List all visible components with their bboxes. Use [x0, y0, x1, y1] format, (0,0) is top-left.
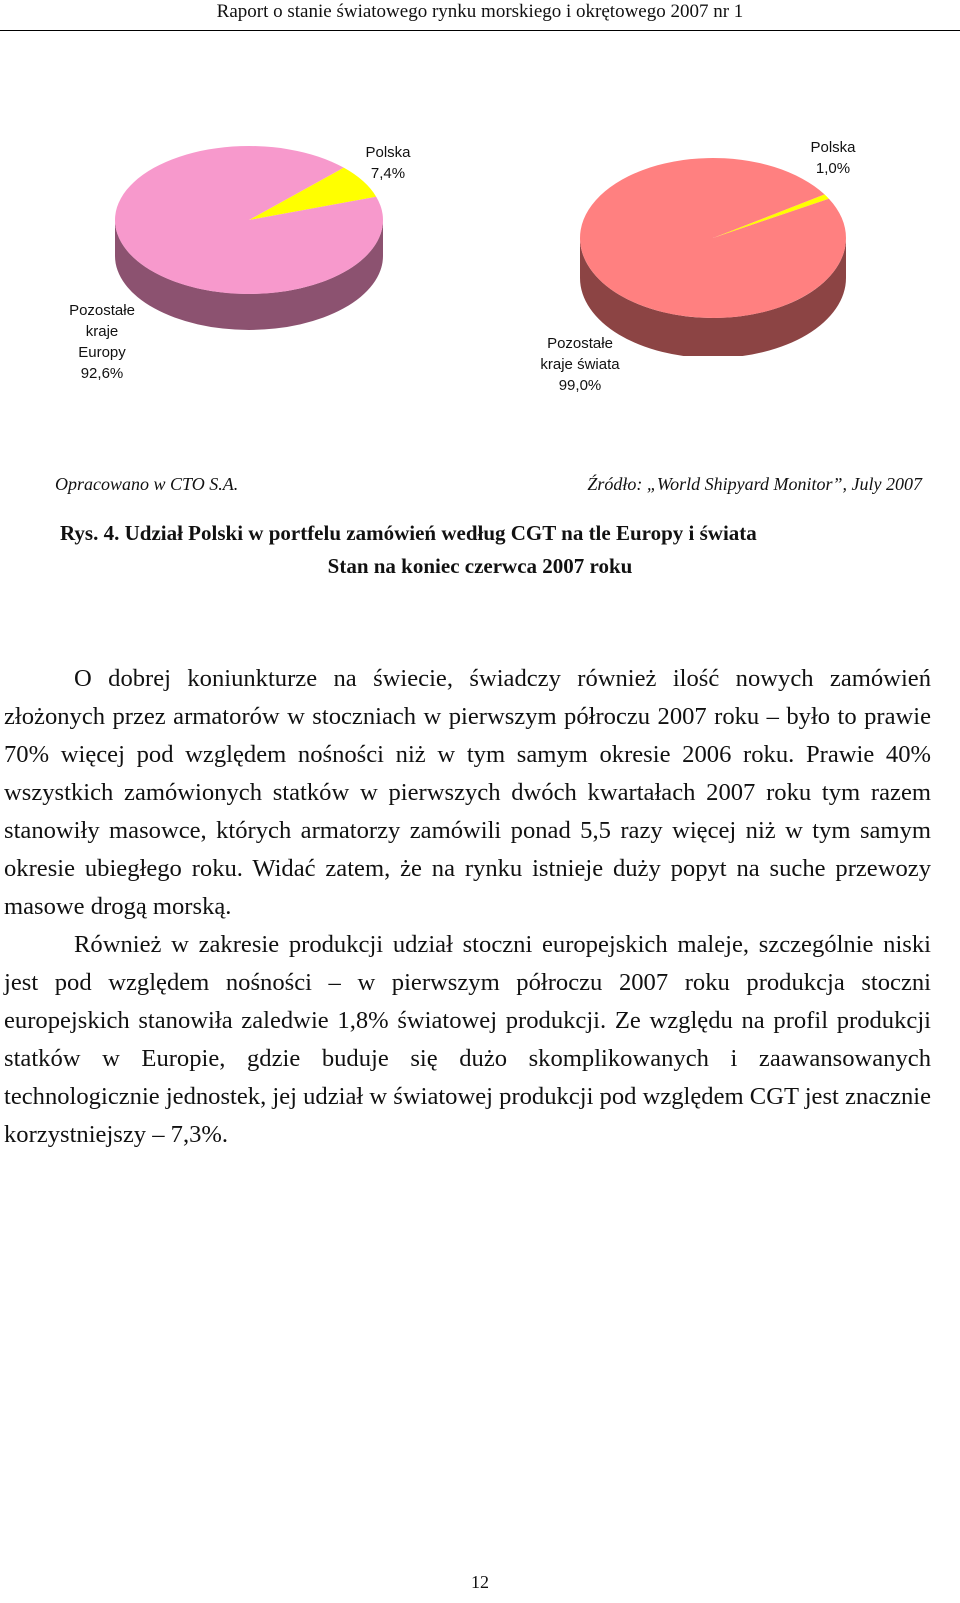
pie1-label-rest-line2: kraje [85, 323, 119, 340]
body-text [4, 660, 931, 1154]
pie2-label-rest-value: 99,0% [558, 377, 602, 394]
figure-caption-line2: Stan na koniec czerwca 2007 roku [327, 554, 633, 578]
pie1-label-rest [58, 300, 146, 384]
pie1-label-rest-line3: Europy [78, 344, 126, 361]
pie2-label-rest-line1: Pozostałe [547, 335, 613, 352]
pie2-label-polska-value: 1,0% [815, 160, 851, 177]
pie1-label-polska-value: 7,4% [370, 165, 406, 182]
pie1-label-polska [350, 142, 426, 184]
pie1-slice-1 [115, 146, 383, 294]
pie2-label-rest-line2: kraje świata [540, 356, 620, 373]
pie1-label-rest-value: 92,6% [80, 365, 124, 382]
paragraph-2: Również w zakresie produkcji udział stoczni europejskich maleje, szczególnie niski jest pod względem nośności – w pierwszym półroczu 2007 roku produkcja stoczni europejskich stanowiła zaledwie 1,8% światowej produkcji. Ze względu na profil produkcji statków w Europie, gdzie buduje się dużo skomplikowanych i zaawansowanych technologicznie jednostek, jej udział w światowej produkcji pod względem CGT jest znacznie korzystniejszy – 7,3%. [4, 931, 931, 1148]
pie-chart-world-svg [578, 156, 853, 356]
pie2-label-polska [795, 137, 871, 179]
pie2-slice-1 [580, 158, 846, 318]
pie2-label-polska-name: Polska [810, 139, 856, 156]
source-left: Opracowano w CTO S.A. [55, 474, 239, 494]
pie1-label-rest-line1: Pozostałe [69, 302, 135, 319]
source-right: Źródło: „World Shipyard Monitor”, July 2007 [587, 474, 922, 494]
figure-caption-line1: Rys. 4. Udział Polski w portfelu zamówień według CGT na tle Europy i świata [60, 521, 757, 545]
header-title: Raport o stanie światowego rynku morskiego i okrętowego 2007 nr 1 [216, 1, 744, 22]
pie1-label-polska-name: Polska [365, 144, 411, 161]
running-header [0, 0, 960, 31]
paragraph-1: O dobrej koniunkturze na świecie, świadczy również ilość nowych zamówień złożonych przez armatorów w stoczniach w pierwszym półroczu 2007 roku – było to prawie 70% więcej pod względem nośności niż w tym samym okresie 2006 roku. Prawie 40% wszystkich zamówionych statków w pierwszych dwóch kwartałach 2007 roku tym razem stanowiły masowce, których armatorzy zamówili ponad 5,5 razy więcej niż w tym samym okresie ubiegłego roku. Widać zatem, że na rynku istnieje duży popyt na suche przewozy masowe drogą morską. [4, 665, 931, 920]
pie2-label-rest [530, 333, 630, 396]
page-number: 12 [471, 1572, 489, 1592]
pie-chart-world [578, 156, 853, 356]
